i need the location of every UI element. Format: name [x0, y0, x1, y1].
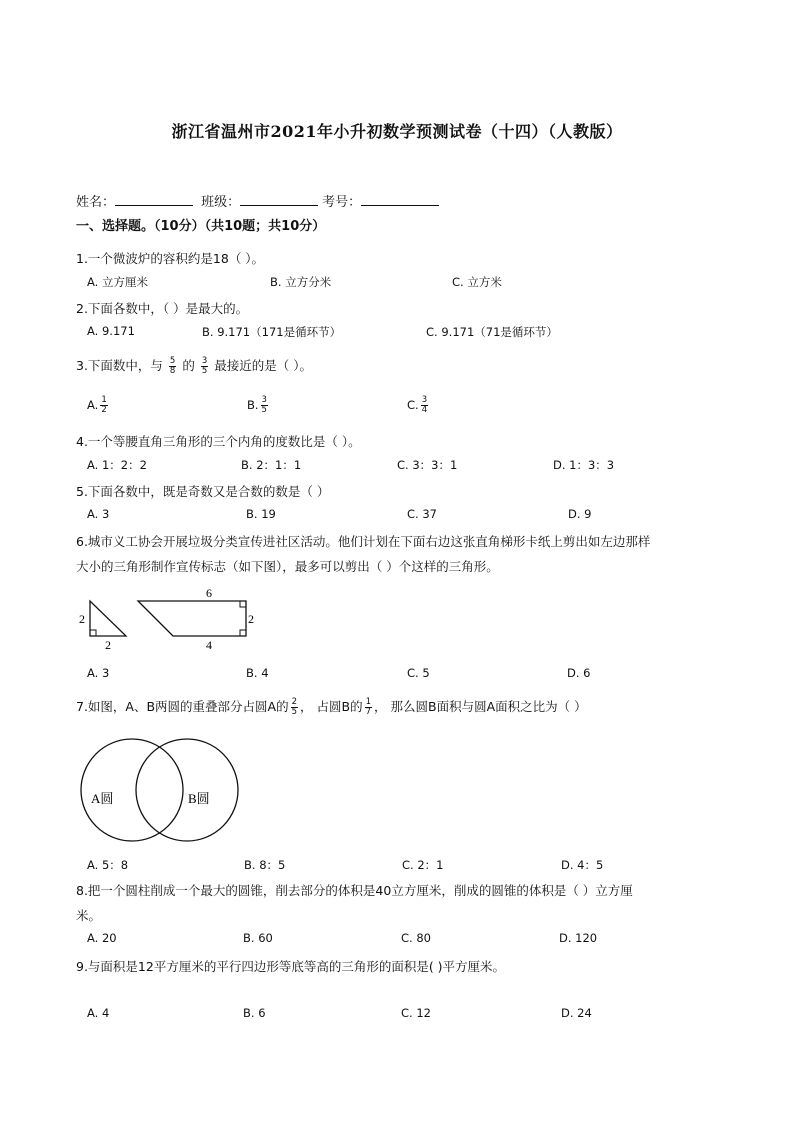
circle-a-label: A圆	[91, 791, 114, 806]
q5-option-b: B. 19	[246, 507, 276, 521]
q6-option-c: C. 5	[407, 666, 430, 680]
question-7	[76, 697, 587, 717]
fraction-denominator: 5	[261, 405, 267, 415]
q8-option-d: D. 120	[559, 931, 598, 945]
circle-b-label: B圆	[188, 791, 210, 806]
q3-fraction-2	[201, 357, 208, 376]
q7-text-post: ， 那么圆B面积与圆A面积之比为（ ）	[374, 699, 587, 714]
q9-option-a: A. 4	[87, 1006, 110, 1020]
q4-option-b: B. 2：1：1	[241, 458, 302, 472]
trapezoid-bottom-label: 4	[206, 638, 212, 652]
q7-text-mid: ， 占圆B的	[300, 699, 363, 714]
question-6-line-2: 大小的三角形制作宣传标志（如下图），最多可以剪出（ ）个这样的三角形。	[76, 559, 499, 574]
q1-option-a: A. 立方厘米	[87, 275, 148, 289]
fraction-numerator: 3	[201, 356, 208, 366]
q3-text-pre: 3.下面数中，与	[76, 358, 163, 373]
class-label: 班级：	[201, 195, 241, 210]
q5-option-c: C. 37	[407, 507, 437, 521]
q7-option-c: C. 2：1	[402, 858, 444, 872]
name-label: 姓名：	[76, 195, 116, 210]
q7-option-a: A. 5：8	[87, 858, 129, 872]
q2-option-c: C. 9.171（71是循环节）	[426, 325, 558, 339]
q3-option-b	[247, 396, 270, 415]
q8-option-b: B. 60	[243, 931, 273, 945]
question-6-line-1: 6.城市义工协会开展垃圾分类宣传进社区活动。他们计划在下面右边这张直角梯形卡纸上剪出如左边那样	[76, 534, 651, 549]
fraction-denominator: 2	[101, 405, 107, 415]
question-9: 9.与面积是12平方厘米的平行四边形等底等高的三角形的面积是( )平方厘米。	[76, 959, 506, 974]
q8-option-a: A. 20	[87, 931, 117, 945]
small-right-triangle	[79, 601, 126, 652]
q3-option-c	[407, 396, 430, 415]
q2-option-a: A. 9.171	[87, 324, 135, 338]
q6-option-b: B. 4	[246, 666, 269, 680]
q1-option-c: C. 立方米	[452, 275, 502, 289]
option-fraction	[100, 396, 107, 415]
exam-blank[interactable]	[361, 193, 439, 206]
fraction-numerator: 2	[291, 697, 298, 707]
option-fraction	[261, 396, 268, 415]
exam-label: 考号：	[322, 195, 362, 210]
fraction-denominator: 4	[421, 405, 428, 415]
question-3	[76, 356, 312, 376]
fraction-numerator: 1	[365, 697, 372, 707]
q3-option-a	[87, 396, 110, 415]
circle-b	[136, 739, 238, 841]
page-title: 浙江省温州市2021年小升初数学预测试卷（十四）（人教版）	[171, 122, 623, 141]
venn-diagram	[76, 736, 246, 846]
question-4: 4.一个等腰直角三角形的三个内角的度数比是（ ）。	[76, 434, 361, 449]
q7-option-d: D. 4：5	[561, 858, 604, 872]
right-trapezoid	[138, 586, 254, 652]
q5-option-d: D. 9	[568, 507, 592, 521]
q7-option-b: B. 8：5	[244, 858, 286, 872]
q1-option-b: B. 立方分米	[270, 275, 332, 289]
triangle-base-label: 2	[105, 638, 111, 652]
option-letter: A.	[87, 398, 99, 412]
q7-text-pre: 7.如图，A、B两圆的重叠部分占圆A的	[76, 699, 289, 714]
fraction-numerator: 3	[261, 395, 267, 405]
circle-a	[81, 739, 183, 841]
fraction-denominator: 8	[169, 366, 176, 376]
fraction-numerator: 5	[169, 356, 176, 366]
question-8-line-2: 米。	[76, 908, 102, 923]
q3-text-mid: 的	[182, 358, 195, 373]
q7-fraction-1	[291, 698, 298, 717]
trapezoid-right-label: 2	[248, 612, 254, 626]
question-5: 5.下面各数中，既是奇数又是合数的数是（ ）	[76, 484, 330, 499]
question-8-line-1: 8.把一个圆柱削成一个最大的圆锥，削去部分的体积是40立方厘米，削成的圆锥的体积是（ ）立方厘	[76, 883, 633, 898]
q4-option-a: A. 1：2：2	[87, 458, 147, 472]
question-1: 1.一个微波炉的容积约是18（ ）。	[76, 251, 265, 266]
q6-option-d: D. 6	[567, 666, 591, 680]
triangle-height-label: 2	[79, 612, 85, 626]
q8-option-c: C. 80	[401, 931, 431, 945]
fraction-numerator: 3	[421, 395, 428, 405]
q2-option-b: B. 9.171（171是循环节）	[202, 325, 342, 339]
class-blank[interactable]	[240, 193, 318, 206]
q7-fraction-2	[365, 698, 372, 717]
trapezoid-top-label: 6	[206, 586, 212, 600]
q6-option-a: A. 3	[87, 666, 110, 680]
q6-figure	[76, 584, 276, 654]
fraction-denominator: 7	[365, 707, 372, 717]
question-2: 2.下面各数中，（ ）是最大的。	[76, 301, 249, 316]
q9-option-b: B. 6	[243, 1006, 266, 1020]
fraction-denominator: 5	[291, 707, 298, 717]
option-letter: C.	[407, 398, 419, 412]
fraction-numerator: 1	[101, 395, 107, 405]
q4-option-d: D. 1：3：3	[553, 458, 615, 472]
name-blank[interactable]	[115, 193, 193, 206]
q9-option-c: C. 12	[401, 1006, 431, 1020]
q3-text-post: 最接近的是（ ）。	[214, 358, 312, 373]
section-heading: 一、选择题。（10分）（共10题；共10分）	[76, 219, 326, 234]
q3-fraction-1	[169, 357, 176, 376]
q9-option-d: D. 24	[561, 1006, 592, 1020]
q5-option-a: A. 3	[87, 507, 110, 521]
fraction-denominator: 5	[201, 366, 208, 376]
option-fraction	[421, 396, 428, 415]
student-info-line	[76, 191, 443, 210]
q4-option-c: C. 3：3：1	[397, 458, 458, 472]
option-letter: B.	[247, 398, 259, 412]
